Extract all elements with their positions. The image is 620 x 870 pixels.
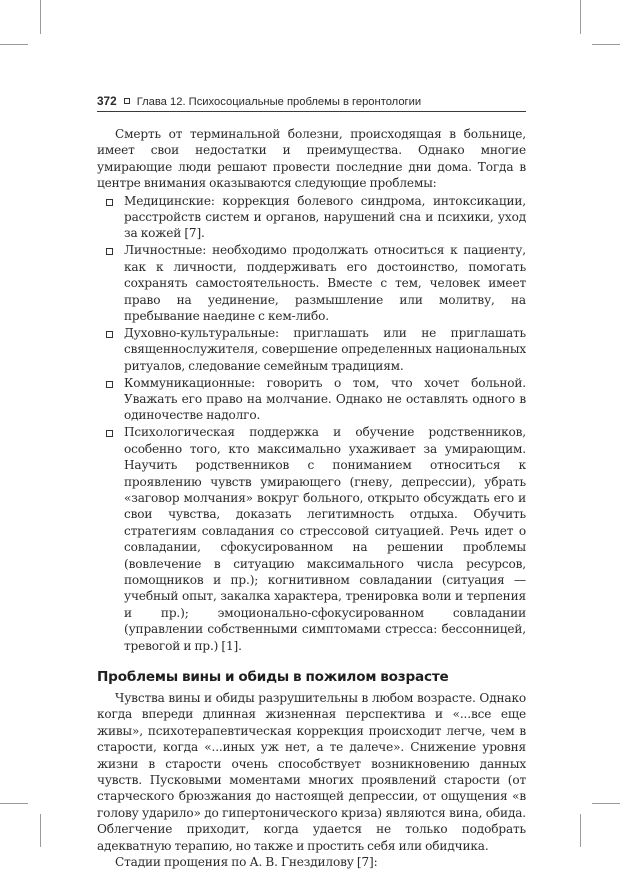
list-item <box>103 193 526 242</box>
list-item <box>103 325 526 374</box>
list-item <box>103 424 526 654</box>
problem-list <box>97 193 526 654</box>
list-item <box>103 375 526 424</box>
book-page <box>97 93 526 870</box>
square-bullet-icon <box>106 199 113 206</box>
crop-mark-top-left-vertical <box>40 0 41 34</box>
square-bullet-icon <box>106 331 113 338</box>
crop-mark-top-left-horizontal <box>0 44 28 45</box>
running-head <box>97 93 526 112</box>
list-item-text: Психологическая поддержка и обучение родственников, особенно того, кто максимально ухаживает за умирающим. Научить родственников с пониманием относиться к проявлению чувств умирающего (гневу, депрессии), убрать «заговор молчания» вокруг больного, открыто обсуждать его и свои чувства, доказать легитимность отдыха. Обучить стратегиям совладания со стрессовой ситуацией. Речь идет о совладании, сфокусированном на решении проблемы (вовлечение в ситуацию максимального числа ресурсов, помощников и пр.); когнитивном совладании (ситуация — учебный опыт, закалка характера, тренировка воли и терпения и пр.); эмоционально-сфокусированном совладании (управлении собственными симптомами стресса: бессонницей, тревогой и пр.) [1]. <box>124 425 526 653</box>
list-item-text: Коммуникационные: говорить о том, что хочет больной. Уважать его право на молчание. Однако не оставлять одного в одиночестве надолго. <box>124 375 526 423</box>
intro-paragraph: Смерть от терминальной болезни, происходящая в больнице, имеет свои недостатки и преимущества. Однако многие умирающие люди решают провести последние дни дома. Тогда в центре внимания оказываются следующие проблемы: <box>97 127 526 191</box>
square-bullet-icon <box>124 98 130 104</box>
chapter-title: Глава 12. Психосоциальные проблемы в геронтологии <box>136 96 422 108</box>
crop-mark-top-right-horizontal <box>592 44 620 45</box>
closing-line: Стадии прощения по А. В. Гнездилову [7]: <box>115 855 378 870</box>
page-number: 372 <box>97 94 117 108</box>
square-bullet-icon <box>106 248 113 255</box>
section-paragraph: Чувства вины и обиды разрушительны в любом возрасте. Однако когда впереди длинная жизненная перспектива и «...все еще живы», психотерапевтическая коррекция происходит легче, чем в старости, когда «...иных уж нет, а те далече». Снижение уровня жизни в старости очень способствует возникновению данных чувств. Пусковыми моментами многих проявлений старости (от старческого брюзжания до настоящей депрессии, от ощущения «в голову ударило» до гипертонического криза) являются вина, обида. Облегчение приходит, когда удается не только подобрать адекватную терапию, но также и простить себя или обидчика. <box>97 691 526 853</box>
crop-mark-bottom-left-vertical <box>40 814 41 847</box>
list-item-text: Медицинские: коррекция болевого синдрома, интоксикации, расстройств систем и органов, нарушений сна и психики, уход за кожей [7]. <box>124 193 526 241</box>
square-bullet-icon <box>106 381 113 388</box>
crop-mark-bottom-left-horizontal <box>0 803 28 804</box>
section-heading: Проблемы вины и обиды в пожилом возрасте <box>97 669 449 685</box>
crop-mark-top-right-vertical <box>580 0 581 34</box>
list-item-text: Духовно-культуральные: приглашать или не приглашать священнослужителя, совершение определенных национальных ритуалов, следование семейным традициям. <box>124 325 526 373</box>
crop-mark-bottom-right-horizontal <box>592 803 620 804</box>
square-bullet-icon <box>106 430 113 437</box>
list-item-text: Личностные: необходимо продолжать относиться к пациенту, как к личности, поддерживать его достоинство, помогать сохранять самостоятельность. Вместе с тем, человек имеет право на уединение, размышление или молитву, на пребывание наедине с кем-либо. <box>124 243 526 323</box>
body-text <box>97 126 526 870</box>
list-item <box>103 242 526 324</box>
crop-mark-bottom-right-vertical <box>580 814 581 847</box>
